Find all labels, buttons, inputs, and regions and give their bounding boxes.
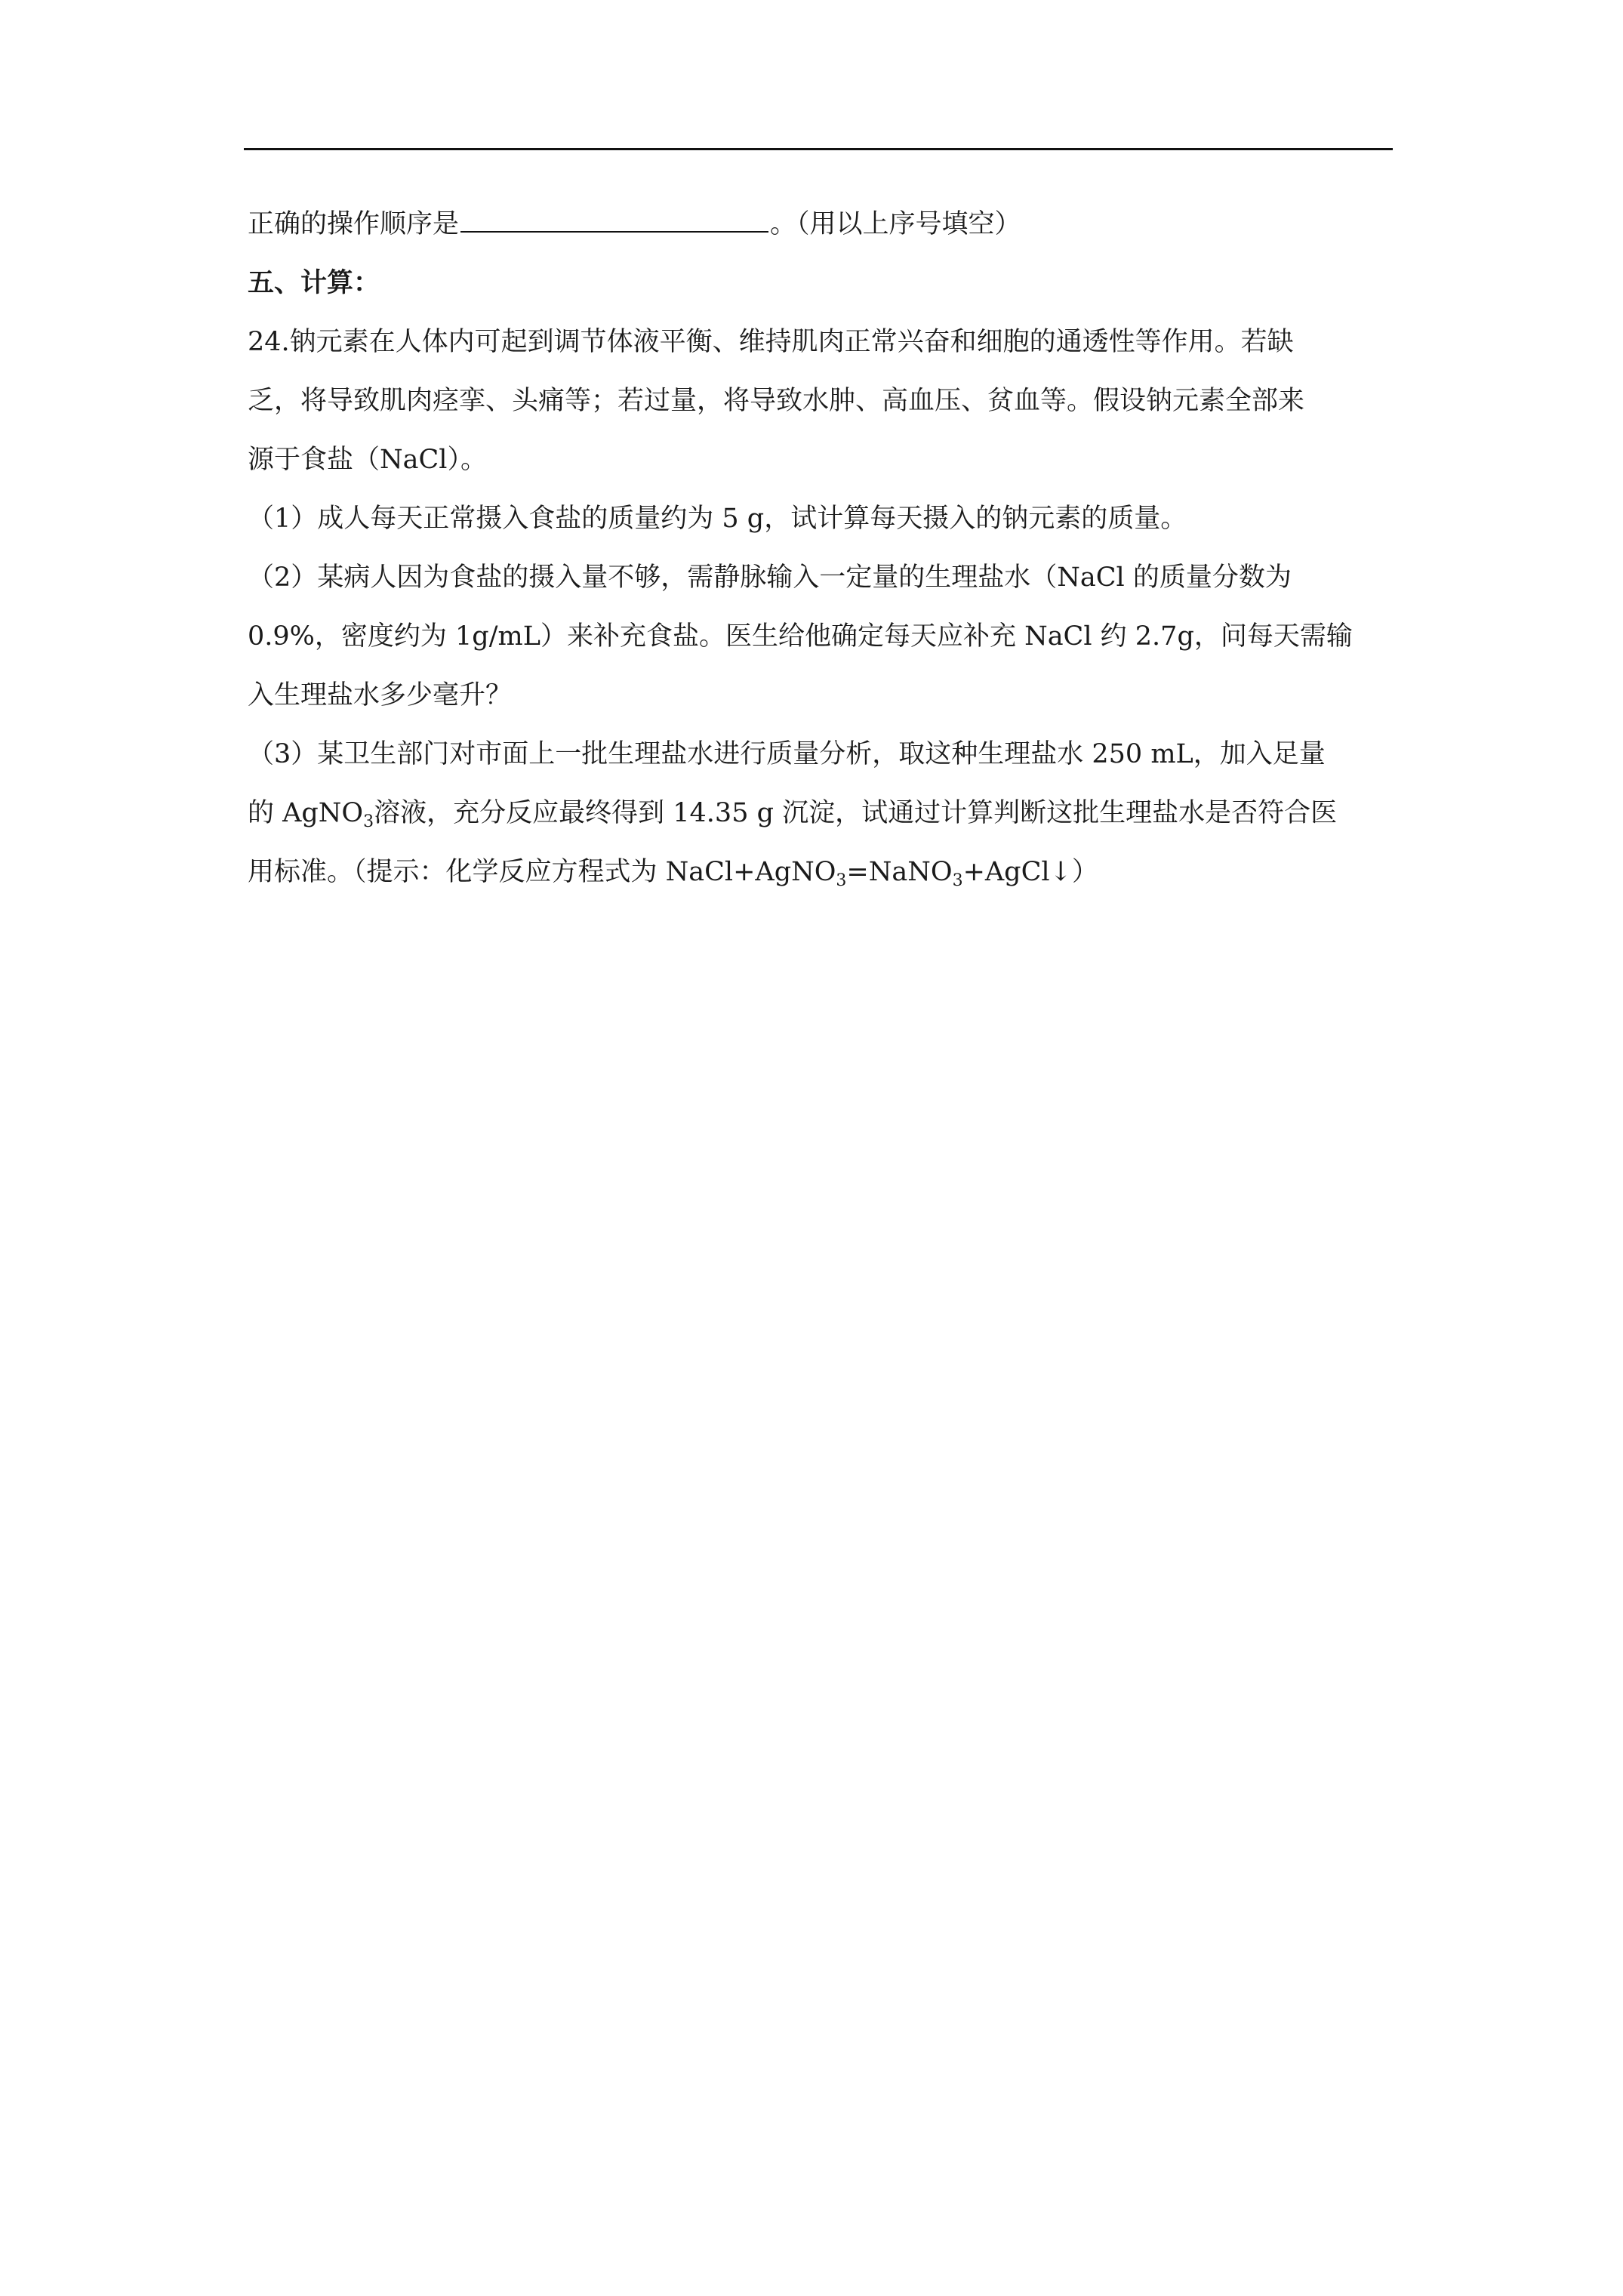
p3-line2-subscript: 3 bbox=[363, 812, 374, 831]
question-24-part-3-line-1: （3）某卫生部门对市面上一批生理盐水进行质量分析，取这种生理盐水 250 mL，加入足量 bbox=[248, 739, 1326, 769]
p3-line2-text-b: 溶液，充分反应最终得到 14.35 g 沉淀，试通过计算判断这批生理盐水是否符合医 bbox=[374, 798, 1338, 828]
p3-line3-subscript-1: 3 bbox=[836, 871, 847, 890]
fill-in-prefix: 正确的操作顺序是 bbox=[248, 209, 460, 239]
question-24-part-2-line-3: 入生理盐水多少毫升？ bbox=[248, 680, 513, 710]
question-24-part-2-line-1: （2）某病人因为食盐的摄入量不够，需静脉输入一定量的生理盐水（NaCl 的质量分数为 bbox=[248, 562, 1292, 593]
fill-in-suffix: 。（用以上序号填空） bbox=[770, 209, 1021, 239]
question-24-part-1: （1）成人每天正常摄入食盐的质量约为 5 g，试计算每天摄入的钠元素的质量。 bbox=[248, 504, 1187, 534]
p3-line3-subscript-2: 3 bbox=[952, 871, 963, 890]
p3-line3-text-b: =NaNO bbox=[846, 857, 953, 887]
question-24-part-3-line-2 bbox=[248, 793, 1337, 834]
section-heading: 五、计算： bbox=[248, 267, 380, 298]
question-24-part-3-line-3 bbox=[248, 852, 1098, 892]
fill-in-line bbox=[248, 204, 1021, 245]
answer-blank bbox=[460, 205, 768, 233]
p3-line2-text-a: 的 AgNO bbox=[248, 798, 364, 828]
question-24-part-2-line-2: 0.9%，密度约为 1g/mL）来补充食盐。医生给他确定每天应补充 NaCl 约 2.7g，问每天需输 bbox=[248, 621, 1353, 652]
p3-line3-text-a: 用标准。（提示：化学反应方程式为 NaCl+AgNO bbox=[248, 857, 836, 887]
p3-line3-text-c: +AgCl↓） bbox=[962, 857, 1098, 887]
question-24-intro-line-1: 24.钠元素在人体内可起到调节体液平衡、维持肌肉正常兴奋和细胞的通透性等作用。若缺 bbox=[248, 327, 1294, 357]
header-rule bbox=[244, 148, 1393, 150]
question-24-intro-line-2: 乏，将导致肌肉痉挛、头痛等；若过量，将导致水肿、高血压、贫血等。假设钠元素全部来 bbox=[248, 386, 1305, 416]
question-24-intro-line-3: 源于食盐（NaCl）。 bbox=[248, 445, 487, 475]
